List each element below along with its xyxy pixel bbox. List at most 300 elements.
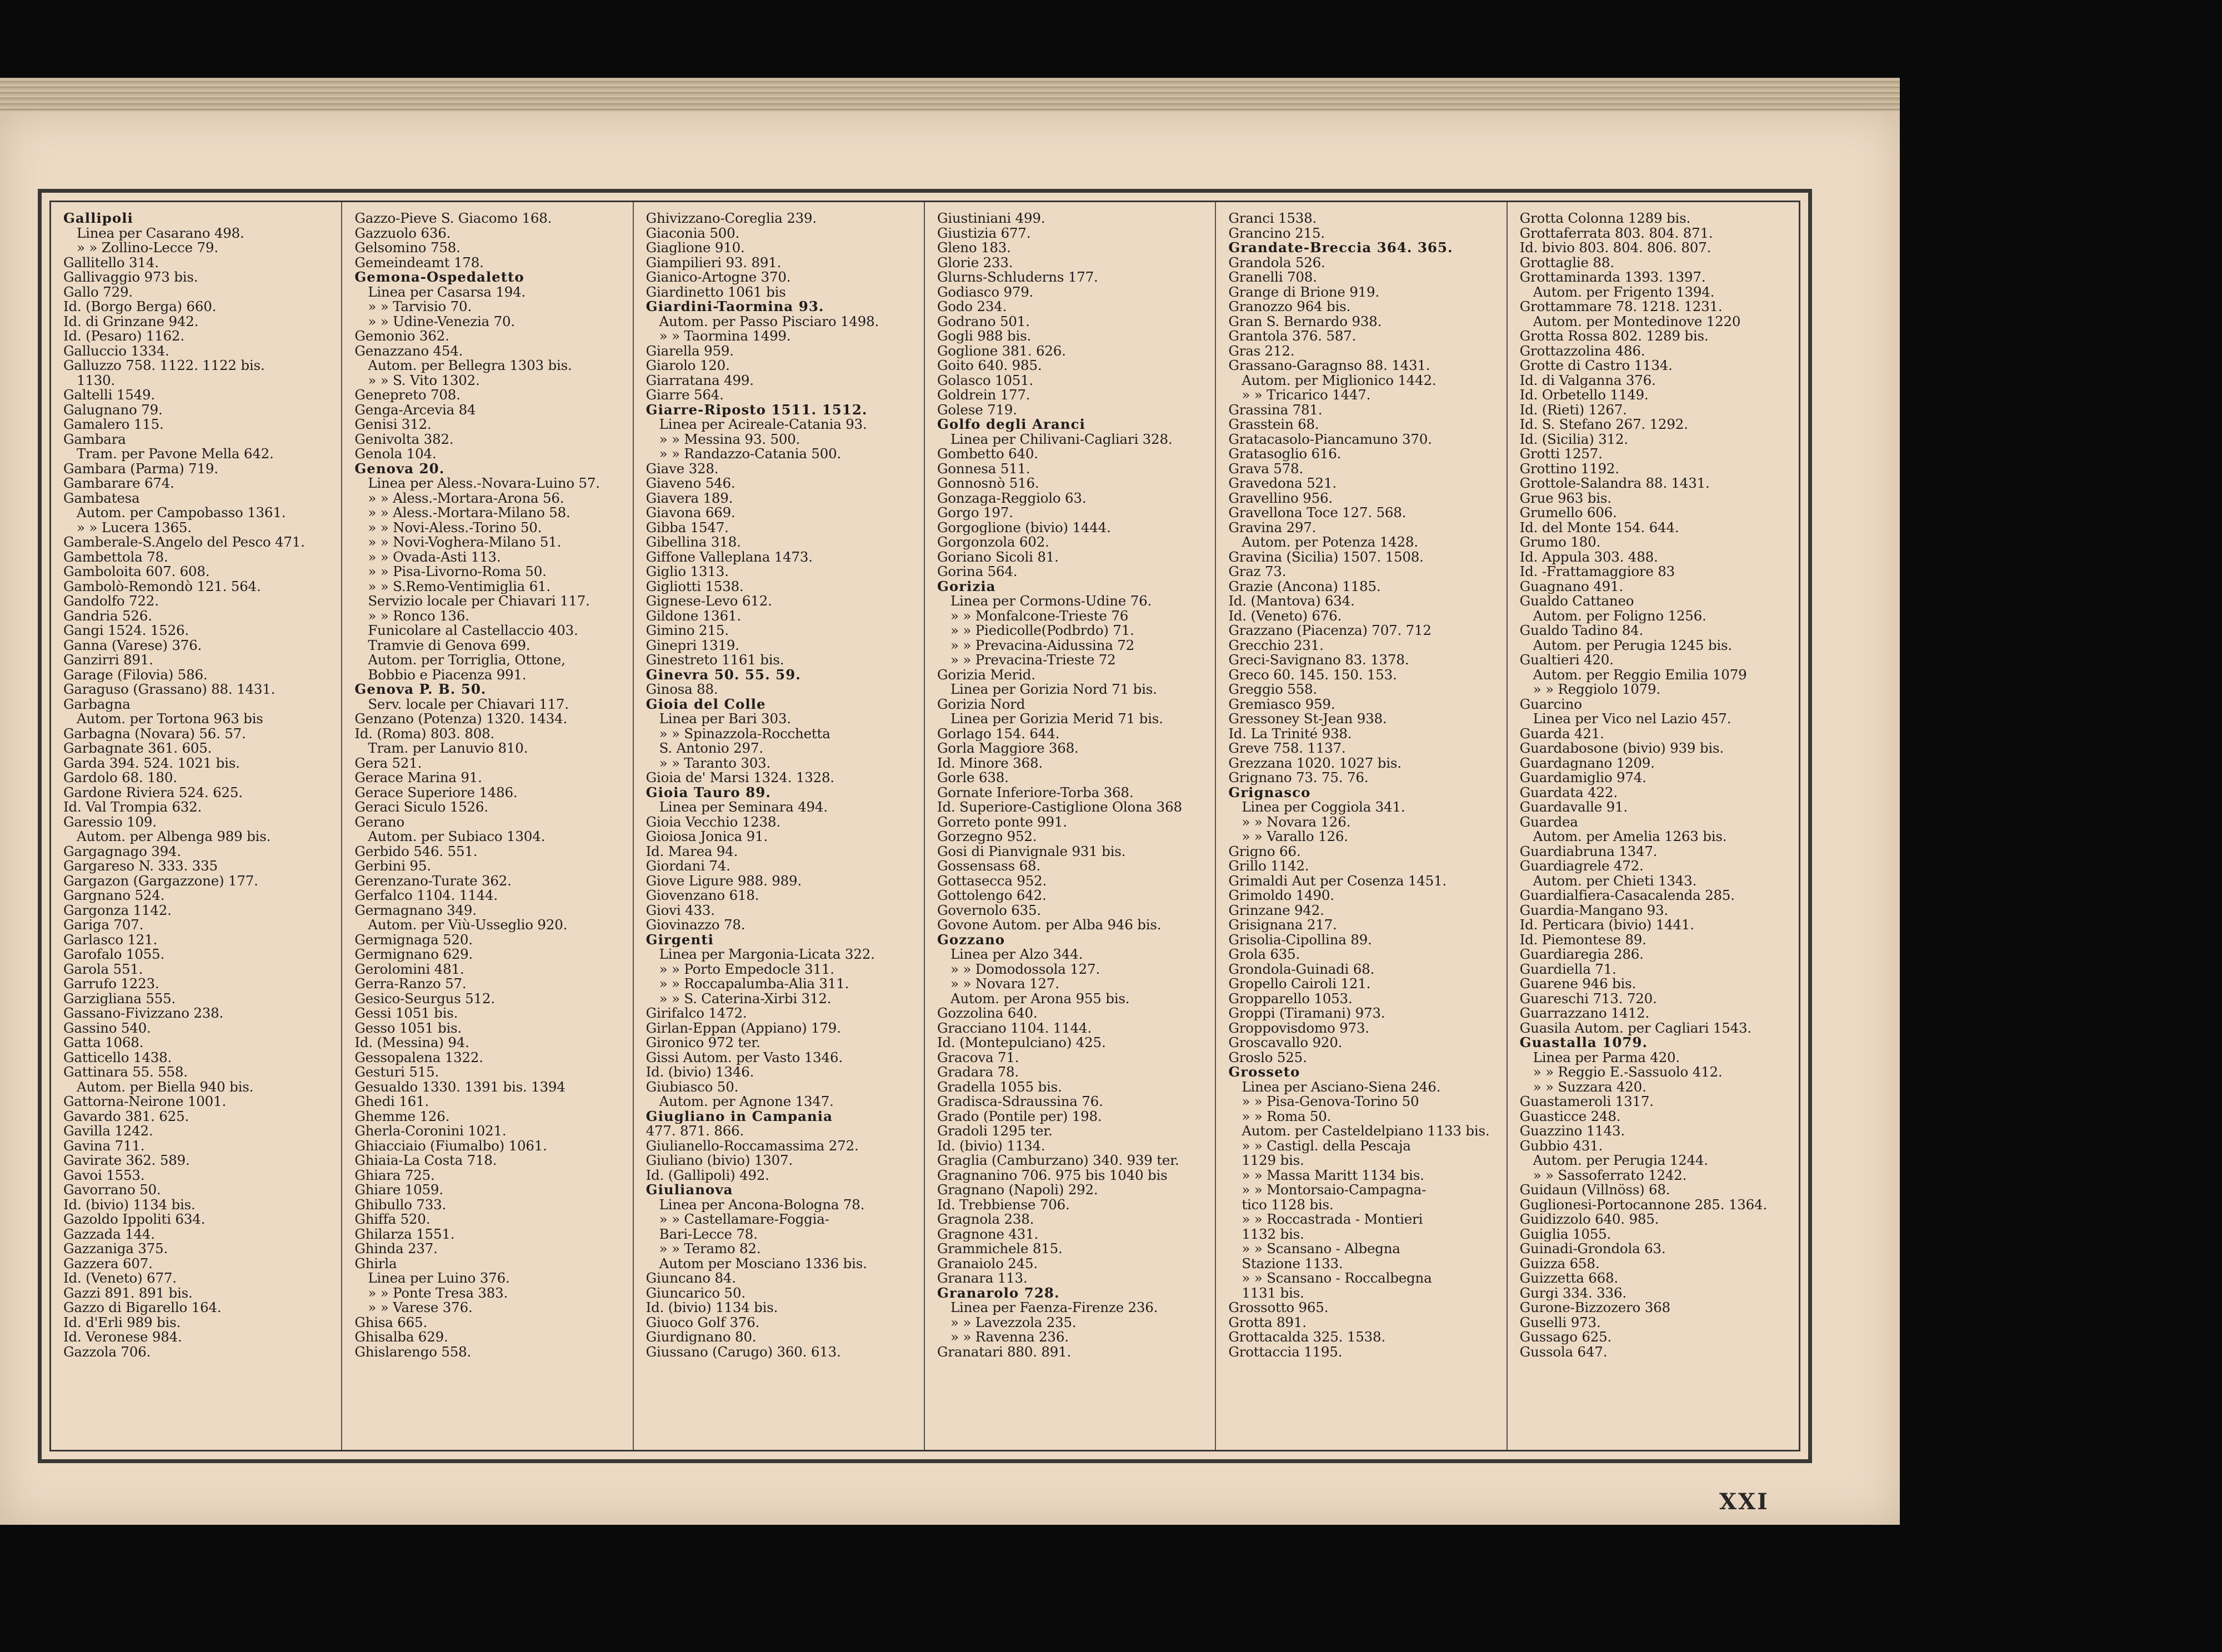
index-entry: Gatta 1068.	[63, 1035, 144, 1050]
index-entry: Id. Minore 368.	[937, 755, 1043, 770]
index-entry: Guazzino 1143.	[1519, 1124, 1625, 1139]
index-entry: Autom. per Chieti 1343.	[1533, 873, 1697, 888]
index-entry: Giarella 959.	[645, 343, 734, 358]
index-entry: Gremiasco 959.	[1228, 697, 1335, 712]
index-entry: Grumo 180.	[1519, 535, 1601, 550]
index-heading: Genova 20.	[354, 461, 445, 476]
index-entry: 1129 bis.	[1242, 1153, 1304, 1168]
index-entry: Granelli 708.	[1228, 270, 1317, 285]
index-entry: » » Roma 50.	[1242, 1109, 1332, 1124]
index-entry: Gerfalco 1104. 1144.	[354, 888, 498, 903]
index-entry: Giampilieri 93. 891.	[645, 255, 782, 270]
index-entry: Guizza 658.	[1519, 1256, 1600, 1271]
index-entry: Godrano 501.	[937, 314, 1030, 329]
index-entry: Gesturi 515.	[354, 1065, 439, 1080]
index-entry: Golese 719.	[937, 402, 1017, 417]
index-entry: Gassino 540.	[63, 1020, 151, 1035]
index-entry: S. Antonio 297.	[659, 741, 763, 756]
index-entry: Linea per Casarsa 194.	[368, 284, 526, 299]
index-entry: Linea per Aless.-Novara-Luino 57.	[368, 476, 600, 491]
index-entry: Ghiaia-La Costa 718.	[354, 1153, 497, 1168]
index-heading: Grosseto	[1228, 1065, 1300, 1080]
index-entry: Granaiolo 245.	[937, 1256, 1038, 1271]
index-entry: Gragnola 238.	[937, 1212, 1034, 1227]
index-entry: Grancino 215.	[1228, 226, 1325, 241]
index-entry: Garola 551.	[63, 962, 143, 977]
index-entry: Gallo 729.	[63, 284, 133, 299]
index-entry: Grottaccia 1195.	[1228, 1344, 1343, 1359]
index-entry: Giustizia 677.	[937, 226, 1031, 241]
index-entry: Bari-Lecce 78.	[659, 1227, 758, 1241]
index-entry: Gerenzano-Turate 362.	[354, 873, 512, 888]
index-entry: Granara 113.	[937, 1271, 1028, 1286]
index-heading: Girgenti	[645, 932, 714, 947]
index-entry: Ghiacciaio (Fiumalbo) 1061.	[354, 1138, 547, 1153]
index-entry: Geraci Siculo 1526.	[354, 800, 488, 815]
index-entry: Giuoco Golf 376.	[645, 1315, 760, 1330]
index-entry: Linea per Bari 303.	[659, 712, 791, 727]
index-entry: Gargazon (Gargazzone) 177.	[63, 873, 258, 888]
index-entry: Guasila Autom. per Cagliari 1543.	[1519, 1020, 1751, 1035]
index-entry: Ghedi 161.	[354, 1094, 429, 1109]
index-entry: Guardea	[1519, 814, 1578, 829]
index-entry: Genola 104.	[354, 447, 437, 462]
index-entry: Gorgo 197.	[937, 505, 1013, 520]
index-entry: Gildone 1361.	[645, 608, 741, 623]
index-entry: Ghinda 237.	[354, 1241, 438, 1256]
index-entry: Serv. locale per Chiavari 117.	[368, 697, 569, 712]
index-heading: Granarolo 728.	[937, 1285, 1060, 1300]
index-entry: Grimaldi Aut per Cosenza 1451.	[1228, 873, 1447, 888]
index-entry: Id. Veronese 984.	[63, 1330, 182, 1345]
index-frame	[38, 189, 1812, 1463]
index-entry: Groppi (Tiramani) 973.	[1228, 1006, 1385, 1021]
index-entry: Grumello 606.	[1519, 505, 1617, 520]
index-entry: Grossotto 965.	[1228, 1300, 1329, 1315]
index-entry: Guardavalle 91.	[1519, 800, 1628, 815]
index-entry: Granatari 880. 891.	[937, 1344, 1072, 1359]
index-heading: Giardini-Taormina 93.	[645, 299, 824, 314]
index-heading: Grandate-Breccia 364. 365.	[1228, 241, 1453, 256]
index-entry: Giove Ligure 988. 989.	[645, 873, 802, 888]
index-entry: Giavera 189.	[645, 490, 733, 505]
index-entry: Gazoldo Ippoliti 634.	[63, 1212, 206, 1227]
index-entry: Guardialfiera-Casacalenda 285.	[1519, 888, 1735, 903]
index-entry: Linea per Margonia-Licata 322.	[659, 947, 875, 962]
index-entry: » » Varese 376.	[368, 1300, 473, 1315]
index-entry: Bobbio e Piacenza 991.	[368, 667, 527, 682]
index-entry: Gazzaniga 375.	[63, 1241, 168, 1256]
index-entry: Gazzera 607.	[63, 1256, 153, 1271]
index-entry: Gioia de' Marsi 1324. 1328.	[645, 770, 835, 785]
index-entry: » » Pisa-Genova-Torino 50	[1242, 1094, 1419, 1109]
index-entry: Gurone-Bizzozero 368	[1519, 1300, 1670, 1315]
index-entry: Grola 635.	[1228, 947, 1300, 962]
index-entry: Grottino 1192.	[1519, 461, 1619, 476]
index-entry: Linea per Cormons-Udine 76.	[950, 594, 1152, 609]
index-entry: » » Castellamare-Foggia-	[659, 1212, 829, 1227]
index-entry: Linea per Chilivani-Cagliari 328.	[950, 432, 1173, 447]
index-entry: Guagnano 491.	[1519, 579, 1623, 594]
index-entry: Gelsomino 758.	[354, 241, 461, 256]
index-entry: Giave 328.	[645, 461, 719, 476]
index-entry: Godiasco 979.	[937, 284, 1034, 299]
index-entry: Gallitello 314.	[63, 255, 159, 270]
index-entry: Gazzo-Pieve S. Giacomo 168.	[354, 211, 552, 226]
index-entry: Id. (Veneto) 676.	[1228, 608, 1342, 623]
index-entry: Garofalo 1055.	[63, 947, 165, 962]
index-entry: Garda 394. 524. 1021 bis.	[63, 755, 240, 770]
index-entry: » » Udine-Venezia 70.	[368, 314, 515, 329]
index-entry: Grammichele 815.	[937, 1241, 1063, 1256]
index-entry: Grisignana 217.	[1228, 918, 1337, 933]
index-entry: Greco 60. 145. 150. 153.	[1228, 667, 1397, 682]
index-entry: Autom. per Montedinove 1220	[1533, 314, 1741, 329]
index-entry: Grignano 73. 75. 76.	[1228, 770, 1369, 785]
index-entry: Giaglione 910.	[645, 241, 745, 256]
index-entry: Linea per Casarano 498.	[77, 226, 244, 241]
index-entry: Ghibullo 733.	[354, 1197, 447, 1212]
index-entry: Genepreto 708.	[354, 388, 461, 403]
index-entry: Giovinazzo 78.	[645, 918, 745, 933]
index-entry: Garbagna (Novara) 56. 57.	[63, 726, 246, 741]
index-entry: Grotti 1257.	[1519, 447, 1603, 462]
index-entry: Id. (Gallipoli) 492.	[645, 1168, 769, 1183]
index-entry: Grassina 781.	[1228, 402, 1323, 417]
index-entry: Id. Perticara (bivio) 1441.	[1519, 918, 1694, 933]
index-entry: Gragnanino 706. 975 bis 1040 bis	[937, 1168, 1168, 1183]
index-entry: Gombetto 640.	[937, 447, 1038, 462]
index-entry: » » Porto Empedocle 311.	[659, 962, 834, 977]
index-entry: » » Randazzo-Catania 500.	[659, 447, 842, 462]
index-entry: Autom. per Arona 955 bis.	[950, 991, 1130, 1006]
index-entry: Grottazzolina 486.	[1519, 343, 1645, 358]
index-entry: » » Tricarico 1447.	[1242, 388, 1371, 403]
index-entry: Autom. per Tortona 963 bis	[77, 712, 263, 727]
index-entry: Gesualdo 1330. 1391 bis. 1394	[354, 1079, 565, 1094]
index-entry: Genzano (Potenza) 1320. 1434.	[354, 712, 568, 727]
index-entry: Goito 640. 985.	[937, 358, 1042, 373]
index-entry: » » S.Remo-Ventimiglia 61.	[368, 579, 551, 594]
index-entry: Id. (bivio) 1134 bis.	[645, 1300, 778, 1315]
index-entry: Gerra-Ranzo 57.	[354, 977, 467, 992]
index-entry: Giuliano (bivio) 1307.	[645, 1153, 793, 1168]
index-entry: Groslo 525.	[1228, 1050, 1307, 1065]
index-entry: Id. La Trinité 938.	[1228, 726, 1352, 741]
index-entry: » » Taormina 1499.	[659, 329, 791, 344]
index-heading: Gemona-Ospedaletto	[354, 270, 524, 285]
index-entry: Gorizia Nord	[937, 697, 1025, 712]
index-column	[1508, 202, 1799, 1450]
index-entry: Id. Trebbiense 706.	[937, 1197, 1070, 1212]
index-entry: Grotta 891.	[1228, 1315, 1307, 1330]
index-entry: Grondola-Guinadi 68.	[1228, 962, 1375, 977]
index-entry: Gazzola 706.	[63, 1344, 151, 1359]
index-entry: Grillo 1142.	[1228, 859, 1309, 874]
index-entry: Gambarare 674.	[63, 476, 174, 491]
index-entry: » » Novi-Aless.-Torino 50.	[368, 520, 542, 535]
index-entry: Autom. per Perugia 1244.	[1533, 1153, 1708, 1168]
index-entry: Germagnano 349.	[354, 903, 477, 918]
index-entry: » » Aless.-Mortara-Milano 58.	[368, 505, 570, 520]
index-entry: Gera 521.	[354, 755, 422, 770]
index-entry: » » Ravenna 236.	[950, 1330, 1069, 1345]
index-entry: Greggio 558.	[1228, 682, 1318, 697]
index-entry: Grisolia-Cipollina 89.	[1228, 932, 1372, 947]
index-entry: Gratacasolo-Piancamuno 370.	[1228, 432, 1432, 447]
index-entry: Grecchio 231.	[1228, 638, 1324, 653]
index-entry: Gissi Autom. per Vasto 1346.	[645, 1050, 843, 1065]
index-entry: Gavirate 362. 589.	[63, 1153, 190, 1168]
index-entry: Id. (Rieti) 1267.	[1519, 402, 1627, 417]
index-entry: » » Novara 127.	[950, 977, 1059, 992]
index-entry: Autom. per Campobasso 1361.	[77, 505, 286, 520]
index-entry: Gravellona Toce 127. 568.	[1228, 505, 1407, 520]
index-entry: Id. Marea 94.	[645, 844, 738, 859]
index-column	[1216, 202, 1507, 1450]
index-entry: Giustiniani 499.	[937, 211, 1045, 226]
index-entry: » » Novi-Voghera-Milano 51.	[368, 535, 562, 550]
index-entry: » » Sassoferrato 1242.	[1533, 1168, 1687, 1183]
index-entry: Gavina 711.	[63, 1138, 145, 1153]
index-entry: Ghilarza 1551.	[354, 1227, 455, 1241]
index-heading: Grignasco	[1228, 785, 1311, 800]
index-entry: Id. del Monte 154. 644.	[1519, 520, 1679, 535]
index-entry: » » Aless.-Mortara-Arona 56.	[368, 490, 564, 505]
index-entry: Autom. per Viù-Usseglio 920.	[368, 918, 568, 933]
index-entry: Id. (Borgo Berga) 660.	[63, 299, 217, 314]
index-entry: tico 1128 bis.	[1242, 1197, 1334, 1212]
index-entry: Genivolta 382.	[354, 432, 454, 447]
index-entry: Giffone Valleplana 1473.	[645, 549, 813, 564]
index-entry: Gimino 215.	[645, 623, 729, 638]
index-entry: Gargareso N. 333. 335	[63, 859, 218, 874]
index-entry: » » Varallo 126.	[1242, 829, 1348, 844]
index-column	[51, 202, 342, 1450]
index-entry: Gioiosa Jonica 91.	[645, 829, 768, 844]
index-heading: Genova P. B. 50.	[354, 682, 487, 697]
index-entry: Autom. per Torriglia, Ottone,	[368, 653, 565, 668]
index-entry: Gessopalena 1322.	[354, 1050, 483, 1065]
index-entry: Stazione 1133.	[1242, 1256, 1343, 1271]
index-entry: » » Taranto 303.	[659, 755, 771, 770]
index-entry: » » Novara 126.	[1242, 814, 1351, 829]
index-entry: Guarene 946 bis.	[1519, 977, 1637, 992]
index-entry: Gargagnago 394.	[63, 844, 182, 859]
index-entry: Gropparello 1053.	[1228, 991, 1353, 1006]
index-entry: Gambettola 78.	[63, 549, 168, 564]
index-entry: » » Pisa-Livorno-Roma 50.	[368, 564, 547, 579]
index-entry: » » Reggio E.-Sassuolo 412.	[1533, 1065, 1723, 1080]
index-entry: Grottaminarda 1393. 1397.	[1519, 270, 1706, 285]
index-heading: Ginevra 50. 55. 59.	[645, 667, 801, 682]
index-entry: » » Prevacina-Trieste 72	[950, 653, 1116, 668]
index-entry: Id. di Grinzane 942.	[63, 314, 199, 329]
index-entry: Guidizzolo 640. 985.	[1519, 1212, 1659, 1227]
index-entry: Gesso 1051 bis.	[354, 1020, 462, 1035]
index-entry: Genazzano 454.	[354, 343, 463, 358]
index-entry: Tram. per Pavone Mella 642.	[77, 447, 274, 462]
index-entry: Glorie 233.	[937, 255, 1013, 270]
index-entry: Garbagna	[63, 697, 131, 712]
index-entry: Gamalero 115.	[63, 417, 164, 432]
index-entry: Gravedona 521.	[1228, 476, 1337, 491]
index-entry: Tramvie di Genova 699.	[368, 638, 531, 653]
index-entry: Giovi 433.	[645, 903, 715, 918]
index-entry: Gignese-Levo 612.	[645, 594, 772, 609]
index-entry: Gragnano (Napoli) 292.	[937, 1183, 1098, 1198]
index-entry: Id. (Mantova) 634.	[1228, 594, 1355, 609]
index-entry: Gravina 297.	[1228, 520, 1317, 535]
index-entry: Gottasecca 952.	[937, 873, 1047, 888]
index-entry: Gironico 972 ter.	[645, 1035, 760, 1050]
index-entry: Governolo 635.	[937, 903, 1042, 918]
index-entry: Genisi 312.	[354, 417, 432, 432]
index-entry: Guardiella 71.	[1519, 962, 1617, 977]
index-entry: Garlasco 121.	[63, 932, 158, 947]
index-column	[634, 202, 925, 1450]
index-entry: Gradisca-Sdraussina 76.	[937, 1094, 1103, 1109]
index-entry: Grue 963 bis.	[1519, 490, 1612, 505]
index-entry: » » Messina 93. 500.	[659, 432, 800, 447]
index-entry: Id. (bivio) 1134.	[937, 1138, 1045, 1153]
index-entry: Linea per Alzo 344.	[950, 947, 1083, 962]
index-entry: Gamberale-S.Angelo del Pesco 471.	[63, 535, 305, 550]
index-entry: Granci 1538.	[1228, 211, 1317, 226]
index-entry: Girifalco 1472.	[645, 1006, 747, 1021]
index-entry: » » Reggiolo 1079.	[1533, 682, 1661, 697]
index-entry: Germignaga 520.	[354, 932, 473, 947]
index-entry: Goriano Sicoli 81.	[937, 549, 1059, 564]
index-entry: Gratasoglio 616.	[1228, 447, 1342, 462]
index-entry: Guiglia 1055.	[1519, 1227, 1612, 1241]
index-columns	[49, 201, 1800, 1451]
index-entry: Ghiffa 520.	[354, 1212, 431, 1227]
index-entry: Grimoldo 1490.	[1228, 888, 1334, 903]
index-entry: Gorgoglione (bivio) 1444.	[937, 520, 1111, 535]
index-entry: Guarda 421.	[1519, 726, 1604, 741]
index-entry: Giovenzano 618.	[645, 888, 759, 903]
index-entry: Germignano 629.	[354, 947, 473, 962]
index-entry: Tram. per Lanuvio 810.	[368, 741, 528, 756]
index-entry: Gracciano 1104. 1144.	[937, 1020, 1092, 1035]
index-entry: Gerace Marina 91.	[354, 770, 482, 785]
index-entry: » » Lavezzola 235.	[950, 1315, 1077, 1330]
index-entry: Giarre 564.	[645, 388, 724, 403]
index-entry: Galluccio 1334.	[63, 343, 169, 358]
index-entry: » » Monfalcone-Trieste 76	[950, 608, 1129, 623]
index-entry: Grottole-Salandra 88. 1431.	[1519, 476, 1710, 491]
index-entry: Ghiare 1059.	[354, 1183, 443, 1198]
index-entry: Grado (Pontile per) 198.	[937, 1109, 1102, 1124]
index-entry: Id. (Sicilia) 312.	[1519, 432, 1628, 447]
index-entry: Gattinara 55. 558.	[63, 1065, 188, 1080]
index-entry: Gambolò-Remondò 121. 564.	[63, 579, 261, 594]
page-number: XXI	[1719, 1489, 1769, 1515]
index-entry: » » Ponte Tresa 383.	[368, 1285, 508, 1300]
index-entry: » » Ovada-Asti 113.	[368, 549, 501, 564]
index-entry: Grigno 66.	[1228, 844, 1301, 859]
index-entry: Gazzada 144.	[63, 1227, 155, 1241]
index-entry: Linea per Ancona-Bologna 78.	[659, 1197, 865, 1212]
index-entry: Gubbio 431.	[1519, 1138, 1603, 1153]
index-entry: Gerace Superiore 1486.	[354, 785, 518, 800]
index-entry: Gerano	[354, 814, 405, 829]
index-heading: Guastalla 1079.	[1519, 1035, 1648, 1050]
index-entry: Groppovisdomo 973.	[1228, 1020, 1369, 1035]
index-entry: Autom. per Reggio Emilia 1079	[1533, 667, 1747, 682]
index-entry: » » Scansano - Roccalbegna	[1242, 1271, 1432, 1286]
index-entry: Linea per Asciano-Siena 246.	[1242, 1079, 1441, 1094]
index-entry: Linea per Gorizia Nord 71 bis.	[950, 682, 1157, 697]
index-entry: Gozzolina 640.	[937, 1006, 1038, 1021]
index-entry: » » Castigl. della Pescaja	[1242, 1138, 1411, 1153]
index-entry: Gamboloita 607. 608.	[63, 564, 210, 579]
index-entry: Gorzegno 952.	[937, 829, 1037, 844]
index-entry: » » Piedicolle(Podbrdo) 71.	[950, 623, 1134, 638]
index-entry: Gazzi 891. 891 bis.	[63, 1285, 193, 1300]
index-entry: Gorla Maggiore 368.	[937, 741, 1079, 756]
index-entry: Granozzo 964 bis.	[1228, 299, 1351, 314]
book-page	[0, 111, 1900, 1525]
index-entry: Guselli 973.	[1519, 1315, 1601, 1330]
index-heading: Giulianova	[645, 1183, 733, 1198]
index-entry: Gioia Vecchio 1238.	[645, 814, 780, 829]
index-heading: Gioia Tauro 89.	[645, 785, 771, 800]
index-entry: Id. Superiore-Castiglione Olona 368	[937, 800, 1182, 815]
index-entry: Gardolo 68. 180.	[63, 770, 177, 785]
index-entry: Ghiara 725.	[354, 1168, 435, 1183]
index-entry: Ghisalba 629.	[354, 1330, 448, 1345]
index-entry: Golasco 1051.	[937, 373, 1034, 388]
index-entry: Gemonio 362.	[354, 329, 449, 344]
index-entry: Gleno 183.	[937, 241, 1011, 256]
index-entry: Garessio 109.	[63, 814, 157, 829]
index-entry: Ganzirri 891.	[63, 653, 153, 668]
index-entry: Linea per Parma 420.	[1533, 1050, 1680, 1065]
index-entry: Grassano-Garagnso 88. 1431.	[1228, 358, 1430, 373]
index-entry: » » Lucera 1365.	[77, 520, 192, 535]
index-entry: Id. (bivio) 1134 bis.	[63, 1197, 196, 1212]
index-entry: Gossensass 68.	[937, 859, 1041, 874]
index-heading: Gioia del Colle	[645, 697, 766, 712]
index-heading: Gozzano	[937, 932, 1005, 947]
index-entry: Autom per Mosciano 1336 bis.	[659, 1256, 867, 1271]
index-entry: Gravina (Sicilia) 1507. 1508.	[1228, 549, 1424, 564]
index-entry: Autom. per Bellegra 1303 bis.	[368, 358, 572, 373]
index-entry: Linea per Gorizia Merid 71 bis.	[950, 712, 1163, 727]
index-entry: Grottammare 78. 1218. 1231.	[1519, 299, 1723, 314]
index-entry: Giordani 74.	[645, 859, 730, 874]
index-entry: Goldrein 177.	[937, 388, 1030, 403]
index-entry: » » Zollino-Lecce 79.	[77, 241, 218, 256]
index-entry: Govone Autom. per Alba 946 bis.	[937, 918, 1162, 933]
index-entry: Gazzuolo 636.	[354, 226, 451, 241]
index-entry: Grantola 376. 587.	[1228, 329, 1357, 344]
index-entry: Ginestreto 1161 bis.	[645, 653, 784, 668]
index-entry: Gogli 988 bis.	[937, 329, 1032, 344]
index-entry: Guardiaregia 286.	[1519, 947, 1644, 962]
index-entry: Autom. per Foligno 1256.	[1533, 608, 1706, 623]
index-entry: Greve 758. 1137.	[1228, 741, 1346, 756]
index-entry: Gravellino 956.	[1228, 490, 1333, 505]
index-entry: Galluzzo 758. 1122. 1122 bis.	[63, 358, 265, 373]
index-entry: Gorreto ponte 991.	[937, 814, 1067, 829]
index-entry: Gatticello 1438.	[63, 1050, 172, 1065]
index-entry: Grazzano (Piacenza) 707. 712	[1228, 623, 1432, 638]
index-entry: 1131 bis.	[1242, 1285, 1304, 1300]
index-entry: Id. Orbetello 1149.	[1519, 388, 1649, 403]
